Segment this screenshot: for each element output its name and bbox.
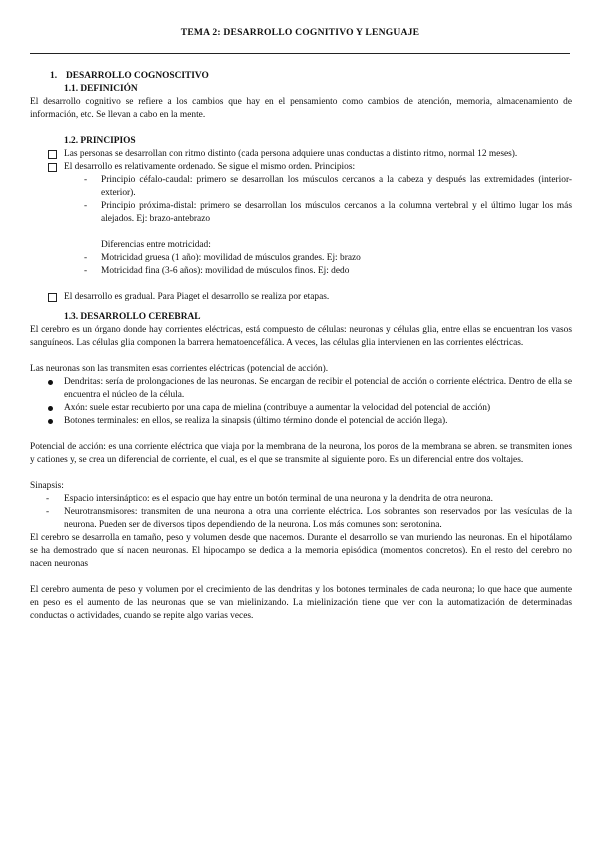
dash-marker: - (84, 201, 88, 211)
principle-subitem-text: Principio céfalo-caudal: primero se desarrollan los músculos cercanos a la cabeza y después las extremidades (interior-exterior). (101, 175, 572, 198)
principle-subitem (30, 200, 572, 226)
document-body (30, 70, 572, 623)
motricity-item (30, 252, 572, 265)
principle-item-text: El desarrollo es gradual. Para Piaget el desarrollo se realiza por etapas. (64, 292, 330, 302)
motricity-heading: Diferencias entre motricidad: (101, 240, 211, 250)
dash-marker: - (84, 266, 88, 276)
bullet-icon (48, 406, 53, 411)
synapse-item-text: Espacio intersináptico: es el espacio que hay entre un botón terminal de una neurona y la dendrita de otra neurona. (64, 494, 494, 504)
neuron-part-item (30, 415, 572, 428)
subsection-heading-cerebral: 1.3. DESARROLLO CEREBRAL (64, 312, 201, 322)
neuron-part-item (30, 402, 572, 415)
neuron-part-item (30, 376, 572, 402)
principle-item (30, 291, 572, 304)
synapse-item-text: Neurotransmisores: transmiten de una neurona a otra una corriente eléctrica. Los sobrantes son reservados por las vesículas de la neurona. Pueden ser de diversos tipos dependiendo de la neurona. Los más comunes son: serotonina. (64, 507, 572, 530)
section-heading (50, 70, 572, 83)
subsection-heading-definicion: 1.1. DEFINICIÓN (64, 84, 138, 94)
title-divider (30, 53, 570, 54)
motricity-item-text: Motricidad gruesa (1 año): movilidad de músculos grandes. Ej: brazo (101, 253, 361, 263)
synapse-label: Sinapsis: (30, 481, 64, 491)
principle-subitem-text: Principio próxima-distal: primero se desarrollan los músculos cercanos a la columna vertebral y el último lugar los más alejados. Ej: brazo-antebrazo (101, 201, 572, 224)
subsection-heading-principios: 1.2. PRINCIPIOS (64, 136, 136, 146)
dash-marker: - (84, 175, 88, 185)
bullet-icon (48, 419, 53, 424)
synapse-item (30, 493, 572, 506)
section-number: 1. (50, 71, 58, 81)
principle-item (30, 161, 572, 174)
brain-paragraph: El cerebro es un órgano donde hay corrientes eléctricas, está compuesto de células: neuronas y células glia, entre ellas se encuentran los vasos sanguíneos. Las células glia componen la barrera hematoencefálica. A veces, las células glia intervienen en las corrientes eléctricas. (30, 325, 572, 348)
principle-item-text: Las personas se desarrollan con ritmo distinto (cada persona adquiere unas conductas a distinto ritmo, normal 12 meses). (64, 149, 518, 159)
neuron-part-text: Axón: suele estar recubierto por una capa de mielina (contribuye a aumentar la velocidad del potencial de acción) (64, 403, 491, 413)
principle-item-text: El desarrollo es relativamente ordenado. Se sigue el mismo orden. Principios: (64, 162, 356, 172)
neurons-paragraph: Las neuronas son las transmiten esas corrientes eléctricas (potencial de acción). (30, 364, 329, 374)
checkbox-icon (48, 163, 57, 172)
dash-marker: - (46, 507, 50, 517)
motricity-item (30, 265, 572, 278)
neuron-part-text: Dendritas: sería de prolongaciones de las neuronas. Se encargan de recibir el potencial de acción o corriente eléctrica. Dentro de ella se encuentra el núcleo de la célula. (64, 377, 572, 400)
definition-paragraph: El desarrollo cognitivo se refiere a los cambios que hay en el pensamiento como cambios de atención, memoria, almacenamiento de información, etc. Se llevan a cabo en la mente. (30, 97, 572, 120)
brain-growth-paragraph: El cerebro aumenta de peso y volumen por el crecimiento de las dendritas y los botones terminales de cada neurona; lo que hace que aumente en peso es el aumento de las neuronas que se van mielinizando. La mielinización tiene que ver con la automatización de determinadas conductas o actividades, cuando se repite algo varias veces. (30, 585, 572, 621)
action-potential-paragraph: Potencial de acción: es una corriente eléctrica que viaja por la membrana de la neurona, los poros de la membrana se abren. se transmiten iones y cationes y, se crea un diferencial de corriente, el cual, es el que se transmite al siguiente poro. Es un diferencial entre dos voltajes. (30, 442, 572, 465)
synapse-item (30, 506, 572, 532)
principle-subitem (30, 174, 572, 200)
bullet-icon (48, 380, 53, 385)
motricity-item-text: Motricidad fina (3-6 años): movilidad de músculos finos. Ej: dedo (101, 266, 350, 276)
brain-development-paragraph: El cerebro se desarrolla en tamaño, peso y volumen desde que nacemos. Durante el desarrollo se van muriendo las neuronas. En el hipotálamo se ha demostrado que sí nacen neuronas. El hipocampo se dedica a la memoria episódica (momentos concretos). En el resto del cerebro no nacen neuronas (30, 533, 572, 569)
dash-marker: - (46, 494, 50, 504)
dash-marker: - (84, 253, 88, 263)
checkbox-icon (48, 150, 57, 159)
page-title: TEMA 2: DESARROLLO COGNITIVO Y LENGUAJE (180, 27, 420, 38)
neuron-part-text: Botones terminales: en ellos, se realiza la sinapsis (último término donde el potencial de acción llega). (64, 416, 448, 426)
checkbox-icon (48, 293, 57, 302)
principle-item (30, 148, 572, 161)
section-title: DESARROLLO COGNOSCITIVO (66, 71, 209, 81)
